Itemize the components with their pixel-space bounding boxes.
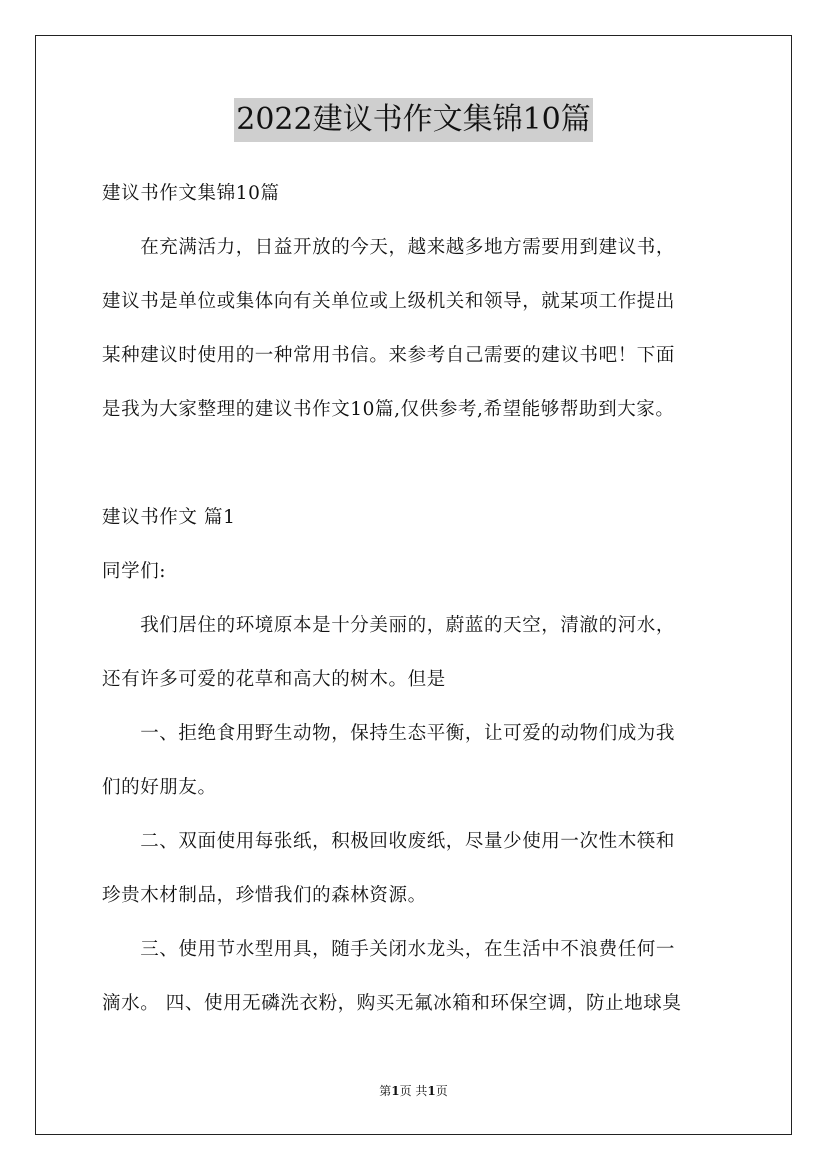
paragraph-line: 二、双面使用每张纸，积极回收废纸，尽量少使用一次性木筷和 bbox=[102, 831, 676, 852]
paragraph-line: 珍贵木材制品，珍惜我们的森林资源。 bbox=[102, 885, 427, 906]
footer-mid: 页 共 bbox=[399, 1084, 428, 1098]
paragraph-line: 们的好朋友。 bbox=[102, 777, 217, 798]
salutation-line: 同学们: bbox=[102, 561, 167, 582]
paragraph-line: 三、使用节水型用具，随手关闭水龙头，在生活中不浪费任何一 bbox=[102, 939, 676, 960]
section-heading: 建议书作文 篇1 bbox=[102, 507, 236, 528]
paragraph-line: 建议书是单位或集体向有关单位或上级机关和领导，就某项工作提出 bbox=[102, 291, 676, 312]
page-footer bbox=[0, 1082, 827, 1100]
paragraph-line: 还有许多可爱的花草和高大的树木。但是 bbox=[102, 669, 446, 690]
title-container bbox=[0, 98, 827, 142]
footer-page-number: 1 bbox=[391, 1084, 400, 1098]
footer-suffix: 页 bbox=[435, 1084, 448, 1098]
footer-prefix: 第 bbox=[379, 1084, 392, 1098]
paragraph-line: 一、拒绝食用野生动物，保持生态平衡，让可爱的动物们成为我 bbox=[102, 723, 676, 744]
paragraph-line: 是我为大家整理的建议书作文10篇,仅供参考,希望能够帮助到大家。 bbox=[102, 399, 675, 420]
paragraph-line: 我们居住的环境原本是十分美丽的，蔚蓝的天空，清澈的河水， bbox=[102, 615, 676, 636]
document-title: 2022建议书作文集锦10篇 bbox=[234, 98, 593, 142]
paragraph-line: 某种建议时使用的一种常用书信。来参考自己需要的建议书吧！下面 bbox=[102, 345, 676, 366]
subtitle-line: 建议书作文集锦10篇 bbox=[102, 183, 280, 204]
paragraph-line: 滴水。 四、使用无磷洗衣粉，购买无氟冰箱和环保空调，防止地球臭 bbox=[102, 993, 682, 1014]
footer-total-pages: 1 bbox=[427, 1084, 436, 1098]
paragraph-line: 在充满活力，日益开放的今天，越来越多地方需要用到建议书， bbox=[102, 237, 676, 258]
